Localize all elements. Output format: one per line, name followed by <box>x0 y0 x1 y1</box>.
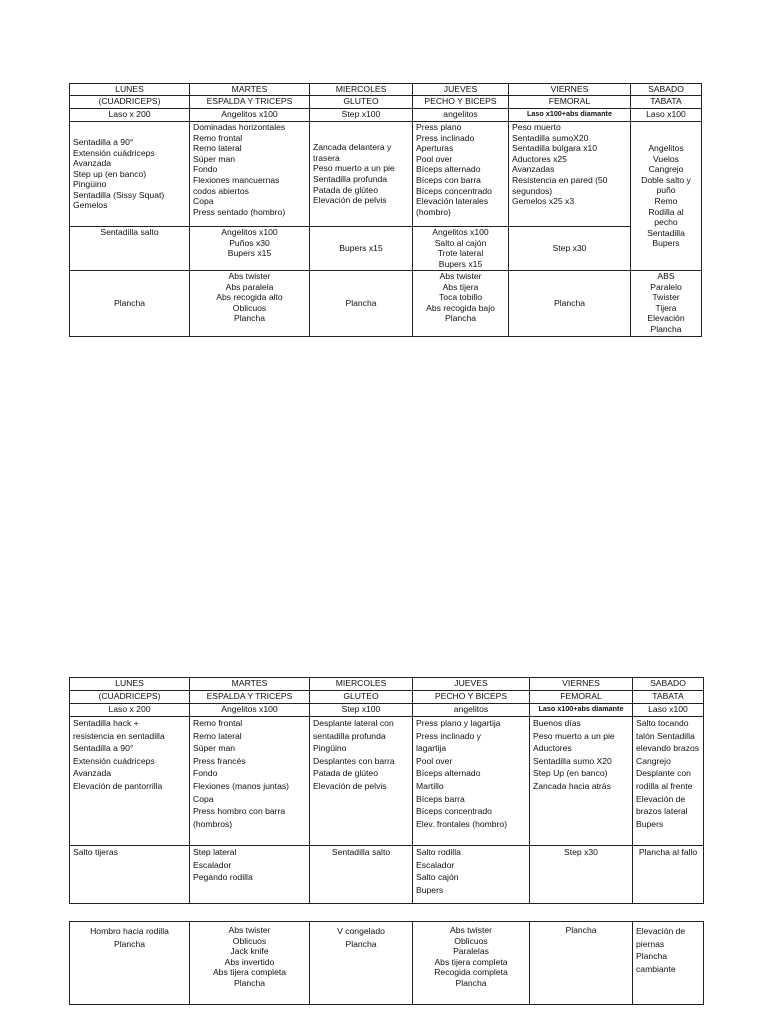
abs-miercoles <box>310 922 413 1005</box>
cell-line: Fondo <box>193 768 218 779</box>
cell-line: Oblicuos <box>454 935 488 946</box>
cell-line: Jack knife <box>230 946 269 957</box>
warmup-jueves: angelitos <box>413 704 530 717</box>
cell-line: Aductores x25 <box>512 153 567 164</box>
cell-line: Angelitos x100 <box>432 227 489 237</box>
cell-line: Angelitos <box>648 143 684 154</box>
muscle-lunes: (CUADRICEPS) <box>70 96 190 109</box>
cell-line: Puños x30 <box>229 237 270 248</box>
cell-line: Elevación de pantorrilla <box>73 780 163 791</box>
workout-table-1 <box>69 83 702 337</box>
cell-line: Sentadilla sumo X20 <box>533 755 612 766</box>
abs-jueves <box>413 271 509 337</box>
cell-line: Súper man <box>193 153 236 164</box>
cell-line: Salto tijeras <box>73 847 118 857</box>
header-lunes: LUNES <box>70 678 190 691</box>
header-viernes: VIERNES <box>509 84 631 96</box>
cell-line: Abs twister <box>439 271 482 281</box>
cell-line: Bupers <box>636 818 664 829</box>
cell-line: Abs twister <box>228 271 271 281</box>
muscle-viernes: FEMORAL <box>509 96 631 109</box>
day-header-row <box>70 678 704 691</box>
cell-line: Elevación laterales <box>416 196 489 207</box>
cell-line: Plancha <box>233 313 266 324</box>
cell-line: Plancha <box>113 298 146 309</box>
cardio-jueves <box>413 846 530 904</box>
cell-line: Doble salto y <box>641 174 691 185</box>
cardio-martes <box>190 227 310 271</box>
header-jueves: JUEVES <box>413 678 530 691</box>
muscle-group-row <box>70 691 704 704</box>
cell-line: Plancha <box>345 938 377 949</box>
cell-line: Salto cajón <box>416 872 459 883</box>
cell-line: Buenos días <box>533 718 581 728</box>
cell-line: Rodilla al <box>648 206 684 217</box>
cell-line: rodilla al frente <box>636 780 693 791</box>
cardio-row <box>70 227 702 271</box>
cell-line: Bíceps concentrado <box>416 806 492 817</box>
cell-line: Recogida completa <box>434 967 508 978</box>
abs-sabado <box>631 271 702 337</box>
warmup-row <box>70 704 704 717</box>
cell-line: Plancha <box>455 977 487 988</box>
cardio-row <box>70 846 704 904</box>
cell-line: Bupers x15 <box>339 243 383 254</box>
exercises-miercoles <box>310 717 413 846</box>
cell-line: elevando brazos <box>636 743 700 754</box>
cell-line: talón Sentadilla <box>636 730 695 741</box>
cell-line: Paralelas <box>453 946 489 957</box>
cell-line: Extensión cuádriceps <box>73 755 155 766</box>
cell-line: Plancha <box>113 938 146 949</box>
cell-line: Resistencia en pared (50 <box>512 174 608 185</box>
muscle-jueves: PECHO Y BICEPS <box>413 691 530 704</box>
cell-line: Extensión cuádriceps <box>73 147 155 158</box>
cell-line: Bupers x15 <box>227 248 272 259</box>
cell-line: Salto rodilla <box>416 847 461 857</box>
cell-line: Peso muerto a un pie <box>313 163 395 174</box>
cell-line: Desplantes con barra <box>313 755 395 766</box>
day-header-row <box>70 84 702 96</box>
warmup-miercoles: Step x100 <box>310 704 413 717</box>
cell-line: Gemelos <box>73 200 108 211</box>
cell-line: Tijera <box>655 302 677 313</box>
cell-line: Press plano y lagartija <box>416 718 501 728</box>
cell-line: Peso muerto a un pie <box>533 730 615 741</box>
exercises-jueves <box>413 717 530 846</box>
cell-line: Abs tijera completa <box>434 956 508 967</box>
cell-line: Bíceps concentrado <box>416 185 492 196</box>
exercises-martes <box>190 717 310 846</box>
warmup-miercoles: Step x100 <box>310 109 413 122</box>
cell-line: Oblicuos <box>232 935 267 946</box>
warmup-lunes: Laso x 200 <box>70 109 190 122</box>
cell-line: Avanzada <box>73 768 112 779</box>
cell-line: Flexiones (manos juntas) <box>193 780 290 791</box>
cell-line: Step x30 <box>552 243 587 254</box>
abs-martes <box>190 271 310 337</box>
header-martes: MARTES <box>190 678 310 691</box>
warmup-row <box>70 109 702 122</box>
cell-line: resistencia en sentadilla <box>73 730 165 741</box>
cell-line: Aductores <box>533 743 572 754</box>
muscle-sabado: TABATA <box>631 96 702 109</box>
cell-line: Sentadilla a 90° <box>73 743 134 754</box>
abs-jueves <box>413 922 530 1005</box>
muscle-lunes: (CUADRICEPS) <box>70 691 190 704</box>
cell-line: Elevación de <box>636 793 686 804</box>
cell-line: pecho <box>654 217 678 228</box>
cell-line: cambiante <box>636 963 676 974</box>
cell-line: Bíceps alternado <box>416 768 481 779</box>
cell-line: Plancha <box>553 298 586 309</box>
cell-line: segundos) <box>512 185 553 196</box>
cell-line: codos abiertos <box>193 185 249 196</box>
abs-viernes <box>530 922 633 1005</box>
cell-line: Paralelo <box>650 281 682 292</box>
cardio-miercoles <box>310 846 413 904</box>
header-viernes: VIERNES <box>530 678 633 691</box>
cell-line: Step up (en banco) <box>73 168 147 179</box>
exercises-martes <box>190 122 310 227</box>
cell-line: Vuelos <box>653 153 679 164</box>
header-sabado: SABADO <box>633 678 704 691</box>
cell-line: Cangrejo <box>648 164 684 175</box>
exercises-sabado <box>633 717 704 846</box>
cell-line: (hombros) <box>193 818 233 829</box>
cardio-lunes <box>70 846 190 904</box>
warmup-viernes: Laso x100+abs diamante <box>530 704 633 717</box>
cell-line: Twister <box>652 292 680 303</box>
cell-line: Elevación de pelvis <box>313 195 387 206</box>
muscle-jueves: PECHO Y BICEPS <box>413 96 509 109</box>
cardio-miercoles <box>310 227 413 271</box>
cell-line: Flexiones mancuernas <box>193 174 280 185</box>
cell-line: Bupers <box>416 884 444 895</box>
exercises-jueves <box>413 122 509 227</box>
cell-line: Step Up (en banco) <box>533 768 608 779</box>
cell-line: Elevación de pelvis <box>313 780 387 791</box>
exercises-row <box>70 122 702 227</box>
cell-line: Pingüino <box>313 743 347 754</box>
cell-line: Cangrejo <box>636 755 671 766</box>
cell-line: Trote lateral <box>437 248 484 259</box>
cardio-viernes <box>509 227 631 271</box>
cell-line: Toca tobillo <box>439 292 482 303</box>
cell-line: Sentadilla hack + <box>73 718 139 728</box>
cell-line: Plancha al fallo <box>638 847 698 857</box>
abs-lunes <box>70 922 190 1005</box>
muscle-viernes: FEMORAL <box>530 691 633 704</box>
cell-line: Dominadas horizontales <box>193 122 286 132</box>
cell-line: Elev. frontales (hombro) <box>416 818 508 829</box>
cell-line: Sentadilla profunda <box>313 174 388 184</box>
abs-viernes <box>509 271 631 337</box>
cell-line: Plancha <box>650 323 682 334</box>
cardio-lunes <box>70 227 190 271</box>
cell-line: Salto tocando <box>636 718 689 728</box>
cell-line: Zancada delantera y <box>313 142 392 153</box>
cell-line: Escalador <box>193 859 232 870</box>
cell-line: trasera <box>313 152 340 163</box>
cell-line: Desplante lateral con <box>313 718 394 728</box>
cell-line: Press inclinado <box>416 132 475 143</box>
cell-line: Salto al cajón <box>434 237 487 248</box>
cell-line: Angelitos x100 <box>221 227 278 237</box>
cell-line: Abs recogida bajo <box>426 302 495 313</box>
cell-line: Step x30 <box>564 847 598 857</box>
cell-line: Copa <box>193 793 214 804</box>
cell-line: Bíceps alternado <box>416 164 481 175</box>
cell-line: Remo frontal <box>193 718 243 728</box>
cell-line: Abs twister <box>228 925 271 935</box>
abs-sabado <box>633 922 704 1005</box>
abs-lunes <box>70 271 190 337</box>
cell-line: Plancha <box>636 951 668 962</box>
cell-line: Abs paralela <box>225 281 274 292</box>
cardio-viernes <box>530 846 633 904</box>
exercises-row <box>70 717 704 846</box>
cell-line: Fondo <box>193 164 218 175</box>
exercises-lunes <box>70 717 190 846</box>
cell-line: Sentadilla sumoX20 <box>512 132 589 143</box>
warmup-martes: Angelitos x100 <box>190 704 310 717</box>
cell-line: Plancha <box>444 313 477 324</box>
cell-line: Sentadilla salto <box>100 227 159 237</box>
cardio-sabado <box>633 846 704 904</box>
cell-line: ABS <box>657 271 675 281</box>
exercises-miercoles <box>310 122 413 227</box>
cell-line: Bíceps barra <box>416 793 465 804</box>
muscle-group-row <box>70 96 702 109</box>
header-miercoles: MIERCOLES <box>310 678 413 691</box>
cell-line: Elevación <box>647 313 685 324</box>
cell-line: puño <box>656 185 676 196</box>
muscle-miercoles: GLUTEO <box>310 691 413 704</box>
abs-row <box>70 922 704 1005</box>
cell-line: Bíceps con barra <box>416 174 481 185</box>
cell-line: Desplante con <box>636 768 691 779</box>
cell-line: Escalador <box>416 859 455 870</box>
cell-line: Sentadilla salto <box>331 847 391 857</box>
cell-line: Plancha <box>345 298 377 309</box>
cell-line: Abs recogida alto <box>216 292 283 303</box>
workout-table-2 <box>69 677 704 904</box>
muscle-sabado: TABATA <box>633 691 704 704</box>
header-martes: MARTES <box>190 84 310 96</box>
muscle-martes: ESPALDA Y TRICEPS <box>190 96 310 109</box>
exercises-viernes <box>509 122 631 227</box>
warmup-viernes: Laso x100+abs diamante <box>509 109 631 122</box>
cell-line: Súper man <box>193 743 236 754</box>
warmup-lunes: Laso x 200 <box>70 704 190 717</box>
cell-line: Martillo <box>416 780 444 791</box>
warmup-sabado: Laso x100 <box>631 109 702 122</box>
cell-line: Sentadilla búlgara x10 <box>512 143 598 154</box>
exercises-lunes <box>70 122 190 227</box>
cell-line: Pingüino <box>73 179 107 190</box>
cell-line: Remo lateral <box>193 143 242 154</box>
cell-line: Patada de glúteo <box>313 184 378 195</box>
muscle-miercoles: GLUTEO <box>310 96 413 109</box>
cell-line: Hombro hacia rodilla <box>90 926 169 936</box>
exercises-sabado <box>631 122 702 271</box>
cell-line: Remo lateral <box>193 730 242 741</box>
abs-table <box>69 921 704 1005</box>
header-sabado: SABADO <box>631 84 702 96</box>
cell-line: Avanzada <box>73 158 112 169</box>
header-miercoles: MIERCOLES <box>310 84 413 96</box>
cell-line: sentadilla profunda <box>313 730 386 741</box>
cell-line: Sentadilla (Sissy Squat) <box>73 189 165 200</box>
cell-line: Plancha <box>233 977 266 988</box>
cell-line: Plancha <box>565 925 597 935</box>
warmup-jueves: angelitos <box>413 109 509 122</box>
cell-line: Peso muerto <box>512 122 561 132</box>
muscle-martes: ESPALDA Y TRICEPS <box>190 691 310 704</box>
cell-line: lagartija <box>416 743 447 754</box>
cell-line: V congelado <box>337 926 385 936</box>
cell-line: Bupers x15 <box>438 258 483 269</box>
header-lunes: LUNES <box>70 84 190 96</box>
warmup-sabado: Laso x100 <box>633 704 704 717</box>
cardio-martes <box>190 846 310 904</box>
cell-line: Elevación de <box>636 926 686 936</box>
cell-line: Press plano <box>416 122 462 132</box>
cell-line: Avanzadas <box>512 164 555 175</box>
cell-line: Oblicuos <box>232 302 267 313</box>
cell-line: Abs tijera <box>442 281 479 292</box>
cell-line: Pegando rodilla <box>193 872 253 883</box>
warmup-martes: Angelitos x100 <box>190 109 310 122</box>
cell-line: Abs tijera completa <box>212 967 287 978</box>
cell-line: Press inclinado y <box>416 730 481 741</box>
cell-line: Patada de glúteo <box>313 768 378 779</box>
cell-line: piernas <box>636 938 665 949</box>
cell-line: Press hombro con barra <box>193 806 286 817</box>
cell-line: Sentadilla a 90° <box>73 136 134 147</box>
cell-line: Abs invertido <box>224 956 275 967</box>
cardio-jueves <box>413 227 509 271</box>
abs-martes <box>190 922 310 1005</box>
abs-row <box>70 271 702 337</box>
cell-line: Zancada hacia atrás <box>533 780 611 791</box>
cell-line: brazos lateral <box>636 806 688 817</box>
cell-line: Pool over <box>416 755 453 766</box>
exercises-viernes <box>530 717 633 846</box>
abs-miercoles <box>310 271 413 337</box>
cell-line: Sentadilla <box>647 227 685 238</box>
cell-line: Press francés <box>193 755 246 766</box>
cell-line: Aperturas <box>416 143 454 154</box>
cell-line: Gemelos x25 x3 <box>512 196 575 207</box>
cell-line: Press sentado (hombro) <box>193 206 286 217</box>
cell-line: Step lateral <box>193 847 237 857</box>
cell-line: Pool over <box>416 153 453 164</box>
header-jueves: JUEVES <box>413 84 509 96</box>
cell-line: Copa <box>193 196 214 207</box>
cell-line: Remo frontal <box>193 132 243 143</box>
cell-line: (hombro) <box>416 206 451 217</box>
cell-line: Bupers <box>652 238 680 249</box>
cell-line: Remo <box>654 196 678 206</box>
cell-line: Abs twister <box>449 925 493 935</box>
